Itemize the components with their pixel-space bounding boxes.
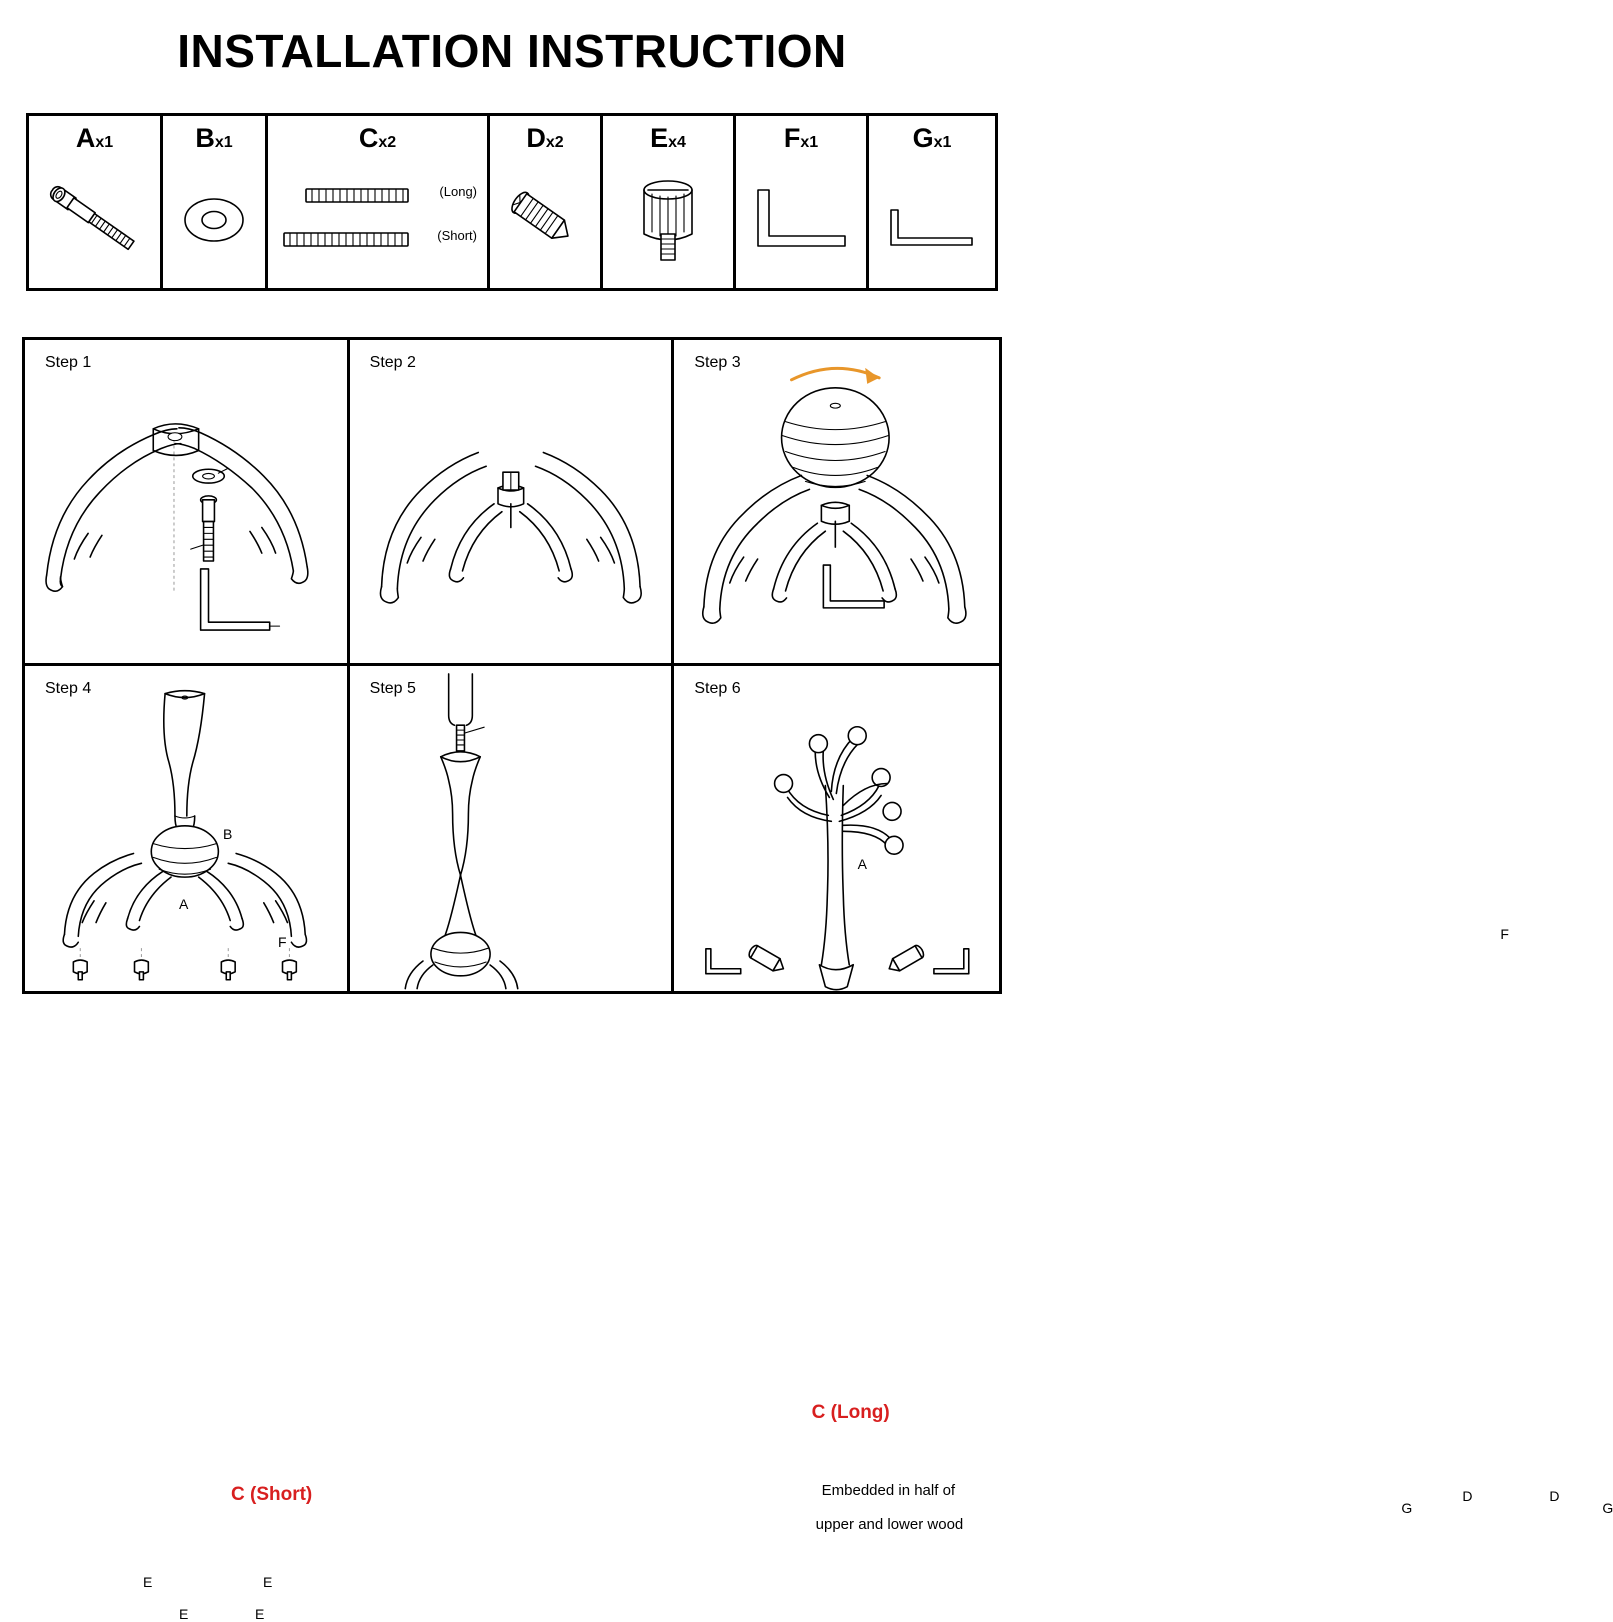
part-label-f xyxy=(784,125,818,152)
hex-key-icon xyxy=(736,152,866,288)
step-4-label-e-3: E xyxy=(179,1605,189,1622)
step-4-label-e-1: E xyxy=(143,1573,153,1590)
step-6-label-d-right: D xyxy=(1549,1487,1560,1504)
part-label-a xyxy=(76,125,113,152)
part-label-d xyxy=(526,125,563,152)
part-qty-a: x1 xyxy=(95,134,114,151)
part-label-b xyxy=(195,125,232,152)
step-1-label-a: A xyxy=(179,896,189,912)
part-c-sublabel-long: (Long) xyxy=(439,184,477,199)
part-cell-b xyxy=(163,116,268,288)
part-c-sublabel-short: (Short) xyxy=(437,228,477,243)
part-cell-a xyxy=(29,116,163,288)
step-title-6: Step 6 xyxy=(694,679,741,697)
step-2-label-a: A xyxy=(857,856,867,872)
step-title-4: Step 4 xyxy=(45,679,92,697)
step-3-label-f: F xyxy=(1500,926,1509,942)
part-cell-f xyxy=(736,116,869,288)
step-4-illustration xyxy=(25,666,347,989)
phillips-screw-icon xyxy=(490,152,600,288)
step-1-label-b: B xyxy=(223,826,233,842)
step-5-illustration xyxy=(350,666,672,989)
part-qty-f: x1 xyxy=(800,134,819,151)
part-letter-d: D xyxy=(526,123,546,153)
part-qty-e: x4 xyxy=(668,134,686,151)
part-cell-d xyxy=(490,116,603,288)
step-title-1: Step 1 xyxy=(45,354,92,371)
step-1-label-f: F xyxy=(278,934,287,950)
steps-grid xyxy=(22,337,1613,1622)
step-4-label-e-4: E xyxy=(255,1605,265,1622)
step-6-label-g-right: G xyxy=(1602,1499,1613,1516)
step-4-label-c-short: C (Short) xyxy=(231,1483,313,1505)
step-title-5: Step 5 xyxy=(369,679,416,697)
step-6-label-g-left: G xyxy=(1401,1499,1413,1516)
step-2-illustration xyxy=(350,340,672,663)
step-3-illustration xyxy=(674,340,999,666)
page-title: INSTALLATION INSTRUCTION xyxy=(177,25,847,77)
part-letter-f: F xyxy=(783,123,801,153)
part-letter-e: E xyxy=(650,123,669,153)
step-5-note-line-1: Embedded in half of xyxy=(821,1481,956,1499)
part-cell-e xyxy=(603,116,736,288)
part-label-c xyxy=(359,125,396,152)
small-hex-key-icon xyxy=(869,152,995,288)
step-1-illustration xyxy=(25,340,347,663)
step-title-2: Step 2 xyxy=(369,354,416,371)
part-cell-c xyxy=(268,116,490,288)
part-qty-g: x1 xyxy=(933,134,952,151)
hex-bolt-icon xyxy=(29,152,160,288)
part-label-e xyxy=(650,125,686,152)
step-6-illustration xyxy=(674,666,999,992)
parts-legend xyxy=(26,113,998,291)
part-letter-b: B xyxy=(195,123,215,153)
washer-icon xyxy=(163,152,265,288)
step-5-label-c-long: C (Long) xyxy=(811,1401,890,1423)
step-5-note-line-2: upper and lower wood xyxy=(815,1515,964,1533)
part-qty-c: x2 xyxy=(378,134,397,151)
part-letter-a: A xyxy=(75,123,96,153)
part-letter-c: C xyxy=(358,123,379,153)
part-cell-g xyxy=(869,116,995,288)
threaded-rod-icon xyxy=(268,152,487,288)
part-qty-d: x2 xyxy=(545,134,564,151)
part-label-g xyxy=(913,125,952,152)
step-6-label-d-left: D xyxy=(1462,1487,1473,1504)
step-4-label-e-2: E xyxy=(263,1573,273,1590)
part-letter-g: G xyxy=(912,123,934,153)
thumb-screw-icon xyxy=(603,152,733,288)
step-title-3: Step 3 xyxy=(694,354,741,371)
step-panel-4 xyxy=(25,666,350,1622)
part-qty-b: x1 xyxy=(214,134,233,151)
